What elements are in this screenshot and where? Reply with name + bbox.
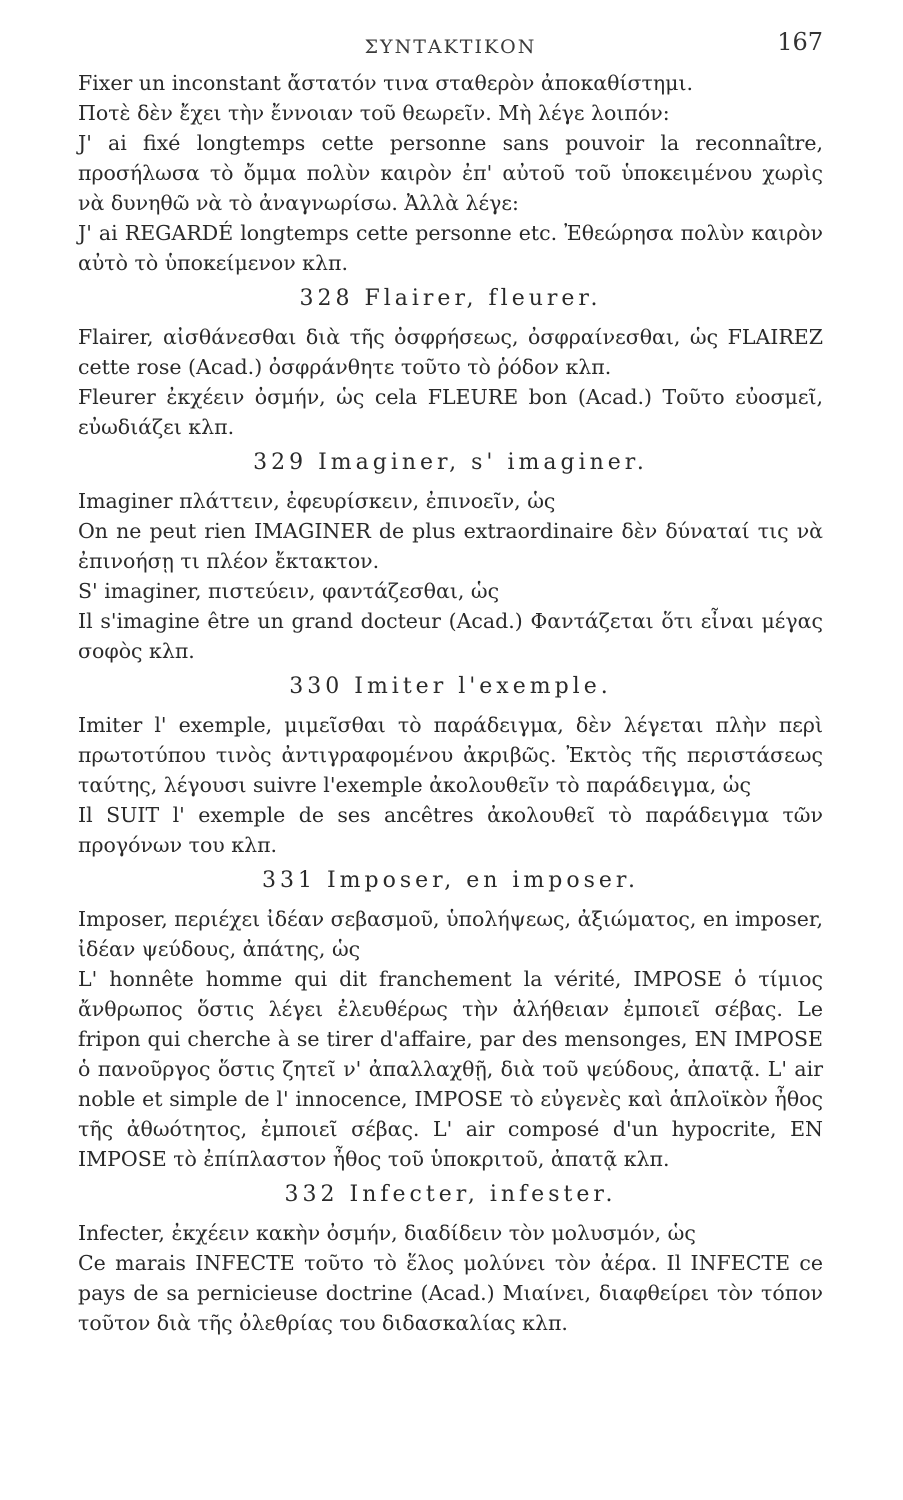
section-heading: 331 Imposer, en imposer. [261, 868, 640, 893]
book-page [78, 28, 823, 1338]
paragraph: Ποτὲ δὲν ἔχει τὴν ἔννοιαν τοῦ θεωρεῖν. Μὴ λέγε λοιπόν: [78, 101, 670, 125]
running-title: ΣΥΝΤΑΚΤΙΚΟΝ [364, 36, 537, 58]
paragraph: Infecter, ἐκχέειν κακὴν ὀσμήν, διαδίδειν τὸν μολυσμόν, ὡς [78, 1221, 696, 1245]
paragraph: L' honnête homme qui dit franchement la vérité, IMPOSE ὁ τίμιος ἄνθρωπος ὅστις λέγει ἐλευθέρως τὴν ἀλήθειαν ἐμποιεῖ σέβας. Le fripon qui cherche à se tirer d'affaire, par des mensonges, EN IMPOSE ὁ πανοῦργος ὅστις ζητεῖ ν' ἀπαλλαχθῇ, διὰ τοῦ ψεύδους, ἀπατᾷ. L' air noble et simple de l' innocence, IMPOSE τὸ εὐγενὲς καὶ ἁπλοϊκὸν ἦθος τῆς ἀθωότητος, ἐμποιεῖ σέβας. L' air composé d'un hypocrite, EN IMPOSE τὸ ἐπίπλαστον ἦθος τοῦ ὑποκριτοῦ, ἀπατᾷ κλπ. [78, 967, 823, 1171]
section-heading: 332 Infecter, infester. [284, 1182, 617, 1207]
paragraph: Il SUIT l' exemple de ses ancêtres ἀκολουθεῖ τὸ παράδειγμα τῶν προγόνων του κλπ. [78, 803, 823, 857]
paragraph: J' ai REGARDÉ longtemps cette personne etc. Ἐθεώρησα πολὺν καιρὸν αὐτὸ τὸ ὑποκείμενον κλπ. [78, 221, 823, 275]
paragraph: Ce marais INFECTE τοῦτο τὸ ἕλος μολύνει τὸν ἀέρα. Il INFECTE ce pays de sa pernicieuse doctrine (Acad.) Μιαίνει, διαφθείρει τὸν τόπον τοῦτον διὰ τῆς ὀλεθρίας του διδασκαλίας κλπ. [78, 1251, 823, 1335]
paragraph: Imposer, περιέχει ἰδέαν σεβασμοῦ, ὑπολήψεως, ἀξιώματος, en imposer, ἰδέαν ψεύδους, ἀπάτης, ὡς [78, 907, 823, 961]
section-heading: 328 Flairer, fleurer. [299, 286, 602, 311]
page-number: 167 [777, 28, 823, 56]
paragraph: Flairer, αἰσθάνεσθαι διὰ τῆς ὀσφρήσεως, ὀσφραίνεσθαι, ὡς FLAIREZ cette rose (Acad.) ὀσφράνθητε τοῦτο τὸ ῥόδον κλπ. [78, 325, 823, 379]
section-heading: 329 Imaginer, s' imaginer. [253, 450, 648, 475]
paragraph: Fixer un inconstant ἄστατόν τινα σταθερὸν ἀποκαθίστημι. [78, 71, 694, 95]
paragraph: Imiter l' exemple, μιμεῖσθαι τὸ παράδειγμα, δὲν λέγεται πλὴν περὶ πρωτοτύπου τινὸς ἀντιγραφομένου ἀκριβῶς. Ἐκτὸς τῆς περιστάσεως ταύτης, λέγουσι suivre l'exemple ἀκολουθεῖν τὸ παράδειγμα, ὡς [78, 713, 823, 797]
section-heading: 330 Imiter l'exemple. [289, 674, 612, 699]
paragraph: J' ai fixé longtemps cette personne sans pouvoir la reconnaître, προσήλωσα τὸ ὄμμα πολὺν καιρὸν ἐπ' αὐτοῦ τοῦ ὑποκειμένου χωρὶς νὰ δυνηθῶ νὰ τὸ ἀναγνωρίσω. Ἀλλὰ λέγε: [78, 131, 823, 215]
paragraph: Il s'imagine être un grand docteur (Acad.) Φαντάζεται ὅτι εἶναι μέγας σοφὸς κλπ. [78, 609, 823, 663]
paragraph: S' imaginer, πιστεύειν, φαντάζεσθαι, ὡς [78, 579, 500, 603]
page-header [78, 28, 823, 68]
paragraph: Imaginer πλάττειν, ἐφευρίσκειν, ἐπινοεῖν, ὡς [78, 489, 556, 513]
paragraph: Fleurer ἐκχέειν ὀσμήν, ὡς cela FLEURE bon (Acad.) Τοῦτο εὐοσμεῖ, εὐωδιάζει κλπ. [78, 385, 823, 439]
paragraph: On ne peut rien IMAGINER de plus extraordinaire δὲν δύναταί τις νὰ ἐπινοήσῃ τι πλέον ἔκτακτον. [78, 519, 823, 573]
